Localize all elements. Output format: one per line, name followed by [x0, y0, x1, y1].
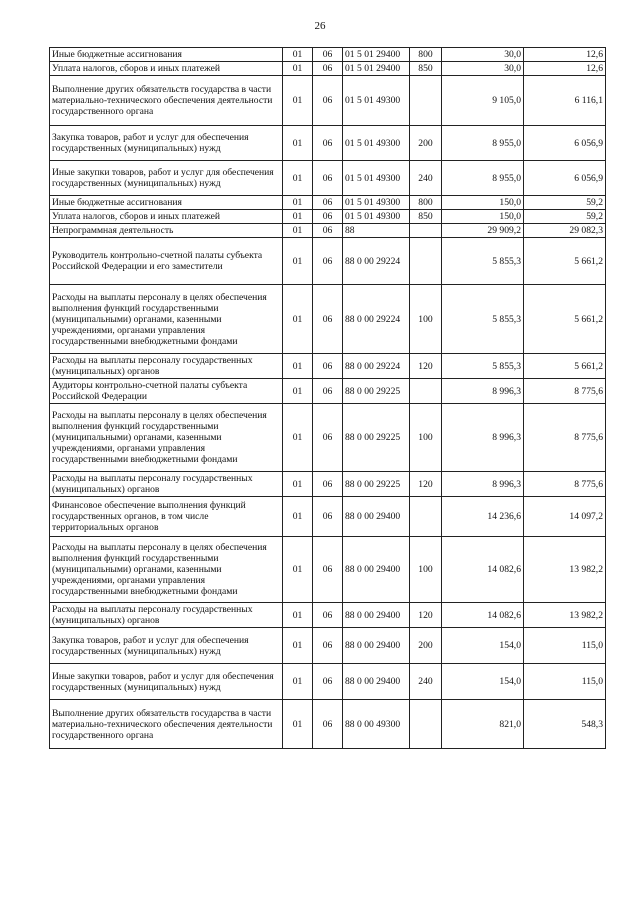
table-row: [50, 196, 606, 210]
table-row: [50, 126, 606, 161]
row-amount-actual: 5 661,2: [524, 285, 606, 354]
row-target-code: 01 5 01 49300: [343, 161, 410, 196]
row-expense-type: 850: [410, 210, 442, 224]
row-expense-type: [410, 379, 442, 404]
row-section: 01: [283, 76, 313, 126]
row-expense-type: 120: [410, 472, 442, 497]
row-amount-actual: 13 982,2: [524, 603, 606, 628]
table-row: [50, 664, 606, 700]
row-target-code: 88 0 00 29400: [343, 628, 410, 664]
row-section: 01: [283, 224, 313, 238]
row-amount-plan: 14 082,6: [442, 603, 524, 628]
row-section: 01: [283, 196, 313, 210]
row-target-code: 88 0 00 29400: [343, 664, 410, 700]
row-amount-actual: 13 982,2: [524, 537, 606, 603]
row-amount-actual: 14 097,2: [524, 497, 606, 537]
row-subsection: 06: [313, 62, 343, 76]
row-amount-plan: 150,0: [442, 210, 524, 224]
row-name: Расходы на выплаты персоналу государственных (муниципальных) органов: [50, 603, 283, 628]
row-amount-actual: 29 082,3: [524, 224, 606, 238]
row-section: 01: [283, 62, 313, 76]
row-amount-plan: 30,0: [442, 62, 524, 76]
row-amount-plan: 8 996,3: [442, 472, 524, 497]
row-subsection: 06: [313, 126, 343, 161]
row-target-code: 88 0 00 29224: [343, 354, 410, 379]
row-amount-actual: 12,6: [524, 48, 606, 62]
row-expense-type: 240: [410, 664, 442, 700]
row-amount-actual: 8 775,6: [524, 379, 606, 404]
row-amount-actual: 115,0: [524, 628, 606, 664]
table-row: [50, 379, 606, 404]
row-name: Иные бюджетные ассигнования: [50, 196, 283, 210]
row-target-code: 01 5 01 49300: [343, 196, 410, 210]
row-expense-type: [410, 238, 442, 285]
row-name: Иные бюджетные ассигнования: [50, 48, 283, 62]
row-name: Непрограммная деятельность: [50, 224, 283, 238]
row-name: Финансовое обеспечение выполнения функций государственных органов, в том числе территориальных органов: [50, 497, 283, 537]
row-subsection: 06: [313, 472, 343, 497]
row-section: 01: [283, 537, 313, 603]
row-subsection: 06: [313, 238, 343, 285]
row-expense-type: 100: [410, 285, 442, 354]
row-amount-actual: 5 661,2: [524, 354, 606, 379]
row-expense-type: 120: [410, 354, 442, 379]
row-target-code: 88 0 00 29224: [343, 238, 410, 285]
row-target-code: 88 0 00 49300: [343, 700, 410, 749]
row-amount-plan: 9 105,0: [442, 76, 524, 126]
row-subsection: 06: [313, 379, 343, 404]
row-target-code: 88 0 00 29225: [343, 472, 410, 497]
row-amount-plan: 8 955,0: [442, 161, 524, 196]
row-name: Руководитель контрольно-счетной палаты субъекта Российской Федерации и его заместители: [50, 238, 283, 285]
table-row: [50, 285, 606, 354]
table-row: [50, 238, 606, 285]
row-section: 01: [283, 700, 313, 749]
row-amount-plan: 8 996,3: [442, 379, 524, 404]
row-amount-plan: 154,0: [442, 628, 524, 664]
table-row: [50, 62, 606, 76]
row-expense-type: 240: [410, 161, 442, 196]
table-row: [50, 404, 606, 472]
row-name: Выполнение других обязательств государства в части материально-технического обеспечения деятельности государственного органа: [50, 700, 283, 749]
row-name: Уплата налогов, сборов и иных платежей: [50, 210, 283, 224]
row-amount-plan: 5 855,3: [442, 238, 524, 285]
row-subsection: 06: [313, 628, 343, 664]
row-subsection: 06: [313, 354, 343, 379]
row-amount-plan: 29 909,2: [442, 224, 524, 238]
row-target-code: 88 0 00 29225: [343, 404, 410, 472]
row-amount-plan: 154,0: [442, 664, 524, 700]
row-section: 01: [283, 48, 313, 62]
row-target-code: 01 5 01 49300: [343, 76, 410, 126]
row-target-code: 88 0 00 29225: [343, 379, 410, 404]
row-name: Расходы на выплаты персоналу в целях обеспечения выполнения функций государственными (муниципальными) органами, казенными учреждениями, органами управления государственными внебюджетными фондами: [50, 537, 283, 603]
row-amount-actual: 5 661,2: [524, 238, 606, 285]
row-section: 01: [283, 210, 313, 224]
table-row: [50, 210, 606, 224]
row-target-code: 01 5 01 49300: [343, 126, 410, 161]
row-expense-type: 800: [410, 48, 442, 62]
row-target-code: 88 0 00 29400: [343, 497, 410, 537]
row-subsection: 06: [313, 285, 343, 354]
row-section: 01: [283, 472, 313, 497]
row-expense-type: 100: [410, 404, 442, 472]
row-name: Закупка товаров, работ и услуг для обеспечения государственных (муниципальных) нужд: [50, 126, 283, 161]
row-subsection: 06: [313, 196, 343, 210]
table-row: [50, 161, 606, 196]
row-section: 01: [283, 285, 313, 354]
row-section: 01: [283, 161, 313, 196]
row-subsection: 06: [313, 664, 343, 700]
row-amount-plan: 8 996,3: [442, 404, 524, 472]
row-expense-type: 120: [410, 603, 442, 628]
row-amount-plan: 5 855,3: [442, 285, 524, 354]
row-section: 01: [283, 379, 313, 404]
table-row: [50, 537, 606, 603]
row-amount-plan: 8 955,0: [442, 126, 524, 161]
row-amount-actual: 6 056,9: [524, 126, 606, 161]
table-row: [50, 497, 606, 537]
row-target-code: 88 0 00 29400: [343, 537, 410, 603]
table-body: [50, 48, 606, 749]
row-amount-actual: 8 775,6: [524, 472, 606, 497]
row-section: 01: [283, 603, 313, 628]
row-amount-actual: 59,2: [524, 210, 606, 224]
row-amount-plan: 14 082,6: [442, 537, 524, 603]
table-row: [50, 224, 606, 238]
table-row: [50, 603, 606, 628]
row-section: 01: [283, 126, 313, 161]
row-expense-type: 850: [410, 62, 442, 76]
row-name: Расходы на выплаты персоналу государственных (муниципальных) органов: [50, 354, 283, 379]
page-number: 26: [314, 20, 326, 32]
row-target-code: 88: [343, 224, 410, 238]
row-name: Уплата налогов, сборов и иных платежей: [50, 62, 283, 76]
row-section: 01: [283, 664, 313, 700]
row-name: Выполнение других обязательств государства в части материально-технического обеспечения деятельности государственного органа: [50, 76, 283, 126]
row-expense-type: 100: [410, 537, 442, 603]
row-amount-plan: 150,0: [442, 196, 524, 210]
row-subsection: 06: [313, 537, 343, 603]
row-amount-actual: 8 775,6: [524, 404, 606, 472]
table-row: [50, 48, 606, 62]
row-section: 01: [283, 354, 313, 379]
row-amount-plan: 30,0: [442, 48, 524, 62]
row-section: 01: [283, 497, 313, 537]
row-expense-type: [410, 224, 442, 238]
table-row: [50, 354, 606, 379]
budget-table: [49, 47, 606, 749]
row-target-code: 01 5 01 49300: [343, 210, 410, 224]
row-expense-type: [410, 76, 442, 126]
row-subsection: 06: [313, 48, 343, 62]
row-target-code: 88 0 00 29224: [343, 285, 410, 354]
table-row: [50, 700, 606, 749]
row-expense-type: [410, 700, 442, 749]
row-subsection: 06: [313, 224, 343, 238]
row-section: 01: [283, 404, 313, 472]
row-amount-actual: 548,3: [524, 700, 606, 749]
row-amount-plan: 14 236,6: [442, 497, 524, 537]
row-subsection: 06: [313, 210, 343, 224]
row-name: Расходы на выплаты персоналу в целях обеспечения выполнения функций государственными (муниципальными) органами, казенными учреждениями, органами управления государственными внебюджетными фондами: [50, 404, 283, 472]
row-amount-actual: 12,6: [524, 62, 606, 76]
row-amount-actual: 59,2: [524, 196, 606, 210]
row-name: Аудиторы контрольно-счетной палаты субъекта Российской Федерации: [50, 379, 283, 404]
row-amount-plan: 5 855,3: [442, 354, 524, 379]
row-target-code: 01 5 01 29400: [343, 62, 410, 76]
row-name: Расходы на выплаты персоналу в целях обеспечения выполнения функций государственными (муниципальными) органами, казенными учреждениями, органами управления государственными внебюджетными фондами: [50, 285, 283, 354]
row-subsection: 06: [313, 603, 343, 628]
table-row: [50, 628, 606, 664]
table-row: [50, 472, 606, 497]
row-expense-type: [410, 497, 442, 537]
row-section: 01: [283, 238, 313, 285]
row-subsection: 06: [313, 161, 343, 196]
row-subsection: 06: [313, 497, 343, 537]
row-expense-type: 200: [410, 126, 442, 161]
row-target-code: 88 0 00 29400: [343, 603, 410, 628]
row-amount-plan: 821,0: [442, 700, 524, 749]
row-amount-actual: 115,0: [524, 664, 606, 700]
row-expense-type: 200: [410, 628, 442, 664]
row-subsection: 06: [313, 404, 343, 472]
table-row: [50, 76, 606, 126]
row-name: Закупка товаров, работ и услуг для обеспечения государственных (муниципальных) нужд: [50, 628, 283, 664]
row-name: Иные закупки товаров, работ и услуг для обеспечения государственных (муниципальных) нужд: [50, 161, 283, 196]
row-expense-type: 800: [410, 196, 442, 210]
row-target-code: 01 5 01 29400: [343, 48, 410, 62]
row-subsection: 06: [313, 700, 343, 749]
row-amount-actual: 6 116,1: [524, 76, 606, 126]
row-section: 01: [283, 628, 313, 664]
row-name: Расходы на выплаты персоналу государственных (муниципальных) органов: [50, 472, 283, 497]
row-subsection: 06: [313, 76, 343, 126]
row-name: Иные закупки товаров, работ и услуг для обеспечения государственных (муниципальных) нужд: [50, 664, 283, 700]
row-amount-actual: 6 056,9: [524, 161, 606, 196]
